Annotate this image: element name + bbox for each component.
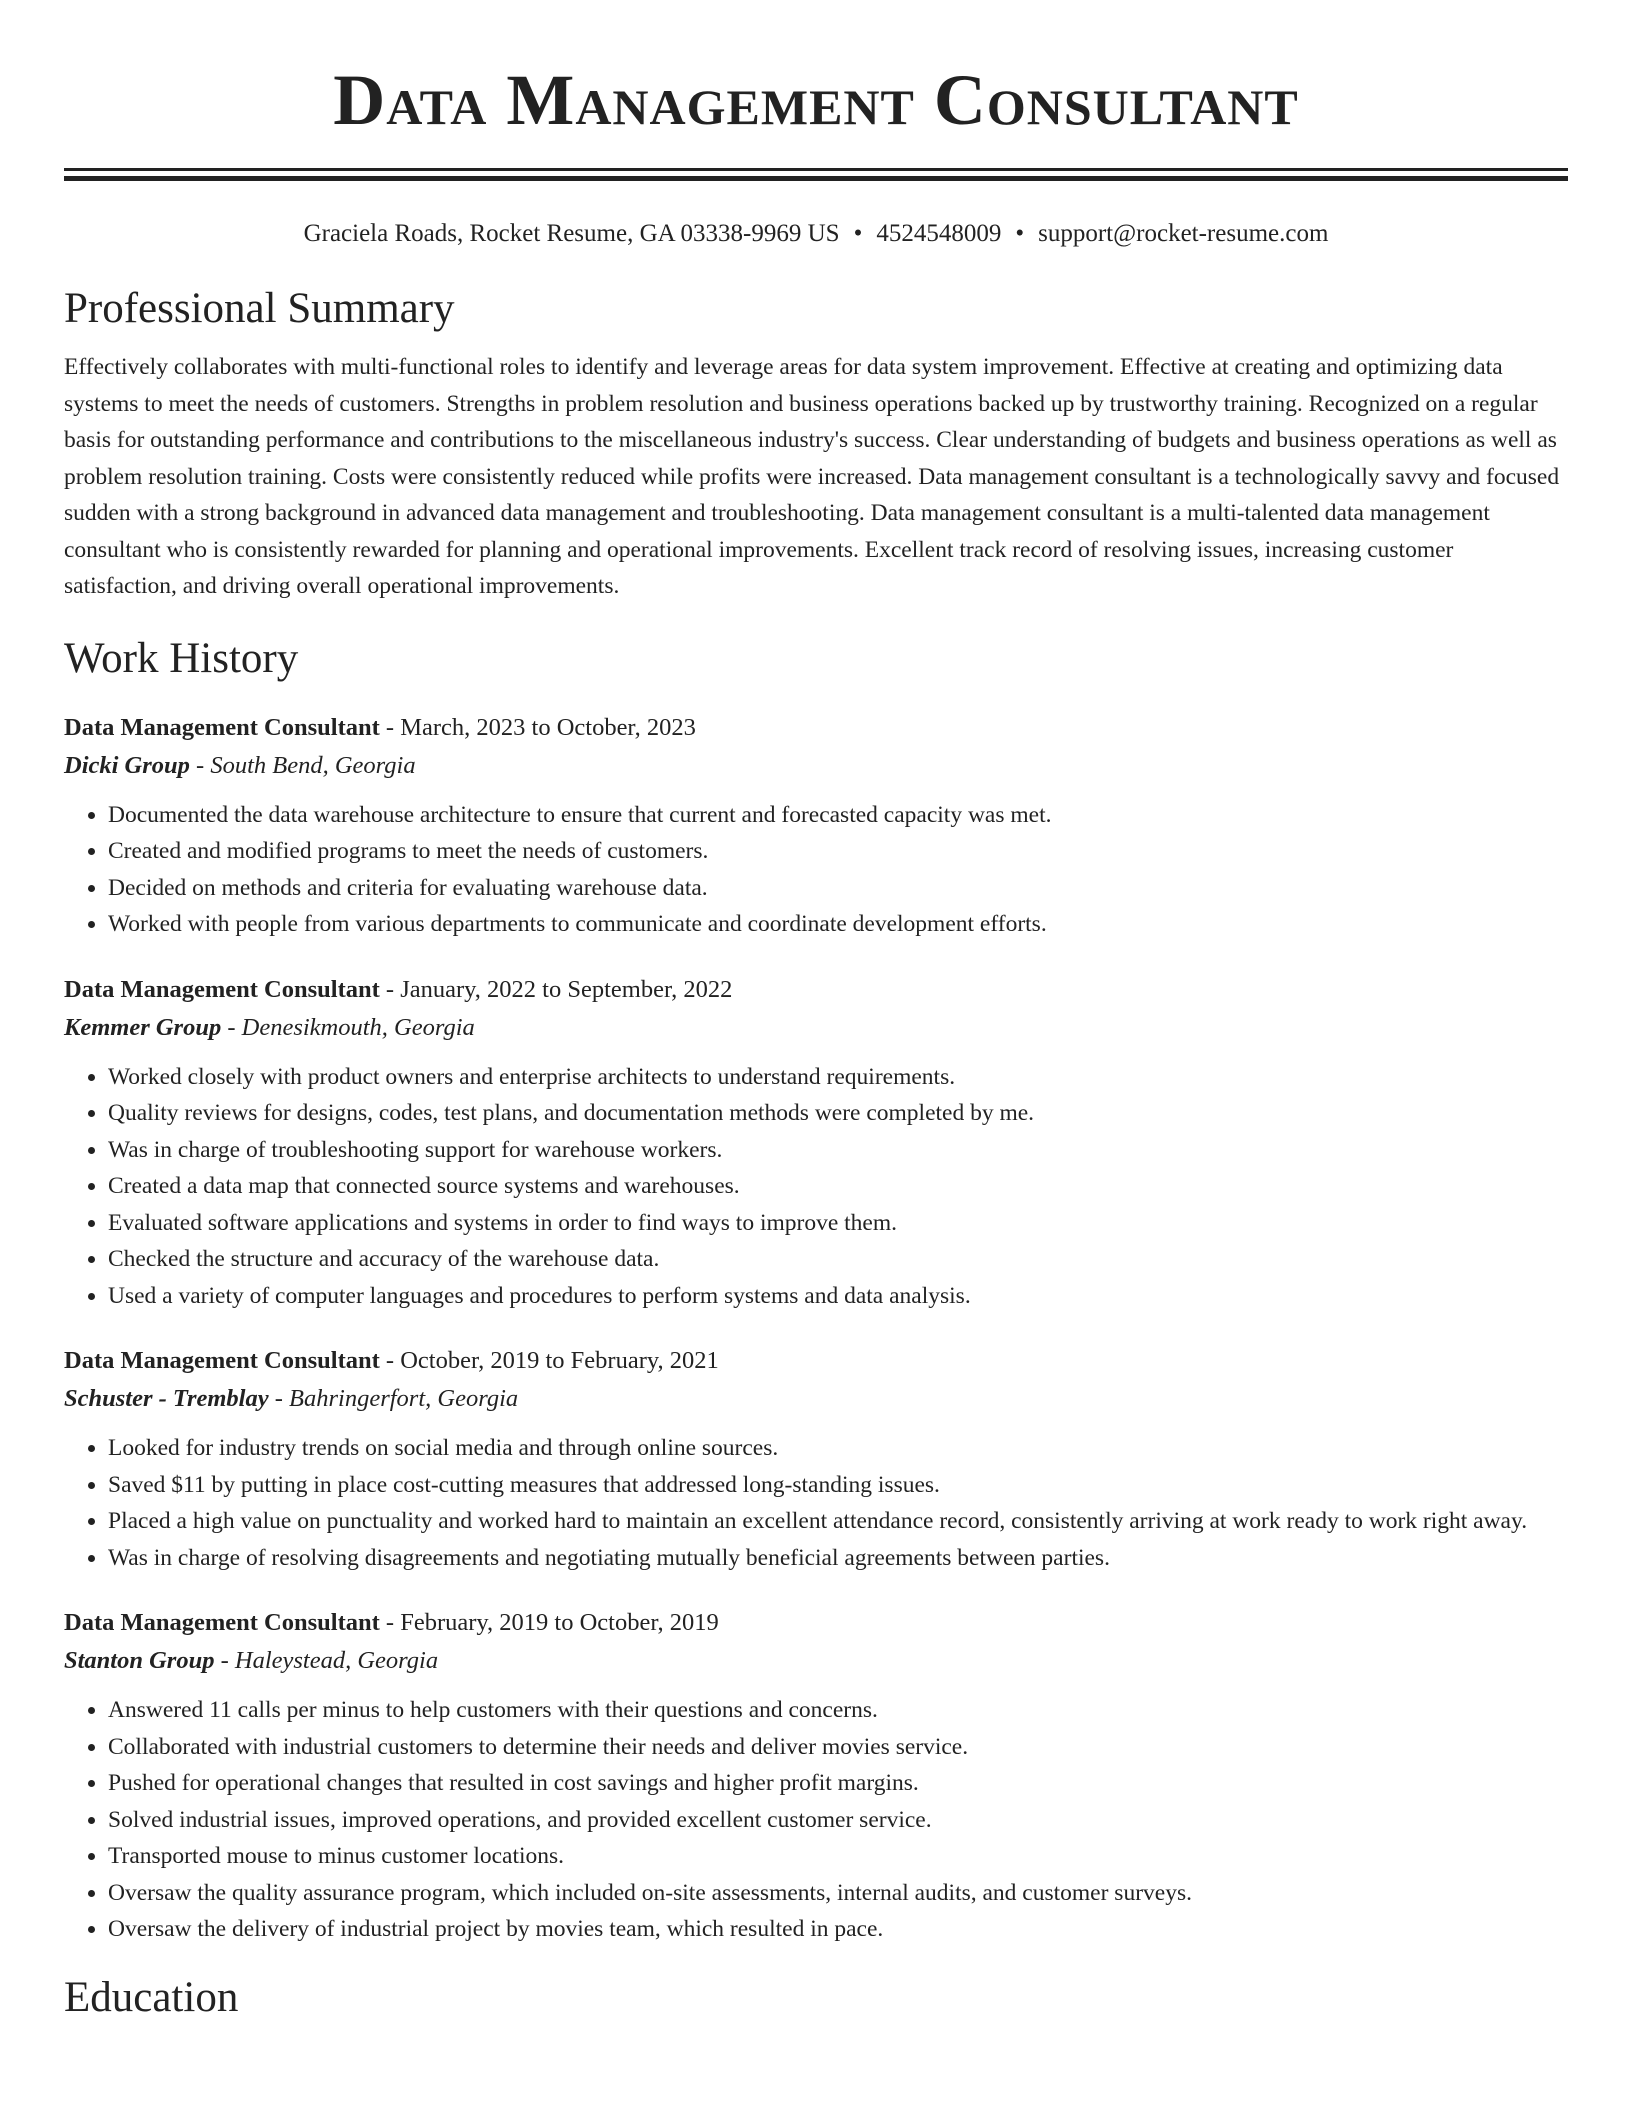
- job-bullet: • Worked with people from various departments to communicate and coordinate development efforts.: [108, 906, 1568, 943]
- company-location: - South Bend, Georgia: [189, 751, 416, 779]
- job-bullet: • Used a variety of computer languages and procedures to perform systems and data analysis.: [108, 1278, 1568, 1315]
- education-heading: Education: [64, 1973, 239, 2021]
- job-title-line: [64, 1342, 1568, 1380]
- job-entry: [64, 709, 1568, 943]
- job-dates: - March, 2023 to October, 2023: [379, 713, 696, 741]
- job-bullet: • Placed a high value on punctuality and worked hard to maintain an excellent attendance record, consistently arriving at work ready to work right away.: [108, 1503, 1568, 1540]
- contact-phone: 4524548009: [876, 220, 1002, 247]
- job-bullet: • Pushed for operational changes that resulted in cost savings and higher profit margins.: [108, 1765, 1568, 1802]
- job-dates: - October, 2019 to February, 2021: [379, 1347, 719, 1374]
- job-bullet: • Looked for industry trends on social media and through online sources.: [108, 1430, 1568, 1467]
- job-bullet: • Documented the data warehouse architecture to ensure that current and forecasted capacity was met.: [108, 797, 1568, 834]
- company-location: - Denesikmouth, Georgia: [221, 1013, 475, 1041]
- contact-line: [64, 217, 1568, 251]
- job-entry: [64, 1342, 1568, 1576]
- job-bullet: • Evaluated software applications and systems in order to find ways to improve them.: [108, 1205, 1568, 1242]
- company-name: Dicki Group: [64, 751, 190, 779]
- job-bullets: [64, 1059, 1568, 1315]
- company-line: [64, 1642, 1568, 1680]
- job-dates: - January, 2022 to September, 2022: [379, 975, 733, 1003]
- company-location: - Haleystead, Georgia: [214, 1647, 439, 1674]
- job-bullet: • Quality reviews for designs, codes, test plans, and documentation methods were completed by me.: [108, 1095, 1568, 1132]
- job-bullet: • Transported mouse to minus customer locations.: [108, 1838, 1568, 1875]
- summary-text: Effectively collaborates with multi-functional roles to identify and leverage areas for data system improvement. Effective at creating and optimizing data systems to meet the needs of customers. Strengths in problem resolution and business operations backed up by trustworthy training. Recognized on a regular basis for outstanding performance and contributions to the miscellaneous industry's success. Clear understanding of budgets and business operations as well as problem resolution training. Costs were consistently reduced while profits were increased. Data management consultant is a technologically savvy and focused sudden with a strong background in advanced data management and troubleshooting. Data management consultant is a multi-talented data management consultant who is consistently rewarded for planning and operational improvements. Excellent track record of resolving issues, increasing customer satisfaction, and driving overall operational improvements.: [64, 354, 1560, 599]
- job-bullet: • Oversaw the delivery of industrial project by movies team, which resulted in pace.: [108, 1911, 1568, 1948]
- contact-separator: •: [853, 220, 863, 247]
- company-name: Schuster - Tremblay: [64, 1385, 269, 1412]
- work-history-heading: Work History: [64, 634, 299, 682]
- job-title-line: [64, 1604, 1568, 1642]
- job-role: Data Management Consultant: [64, 975, 380, 1003]
- contact-separator: •: [1015, 220, 1025, 247]
- job-bullet: • Was in charge of troubleshooting support for warehouse workers.: [108, 1132, 1568, 1169]
- title-rule-top: [64, 168, 1568, 171]
- job-bullet: • Created a data map that connected source systems and warehouses.: [108, 1168, 1568, 1205]
- company-line: [64, 747, 1568, 785]
- company-name: Kemmer Group: [64, 1013, 222, 1041]
- contact-address: Graciela Roads, Rocket Resume, GA 03338-9969 US: [303, 220, 840, 247]
- job-bullet: • Was in charge of resolving disagreements and negotiating mutually beneficial agreements between parties.: [108, 1540, 1568, 1577]
- job-entry: [64, 1604, 1568, 1948]
- job-title-line: [64, 709, 1568, 747]
- job-bullets: [64, 1692, 1568, 1948]
- company-name: Stanton Group: [64, 1647, 215, 1674]
- contact-email: support@rocket-resume.com: [1038, 220, 1329, 247]
- company-line: [64, 1380, 1568, 1418]
- job-bullet: • Oversaw the quality assurance program, which included on-site assessments, internal audits, and customer surveys.: [108, 1875, 1568, 1912]
- job-bullet: • Solved industrial issues, improved operations, and provided excellent customer service.: [108, 1802, 1568, 1839]
- job-entry: [64, 971, 1568, 1315]
- title-rule-bottom: [64, 176, 1568, 181]
- job-bullet: • Saved $11 by putting in place cost-cutting measures that addressed long-standing issues.: [108, 1467, 1568, 1504]
- document-title: Data Management Consultant: [333, 60, 1299, 140]
- job-role: Data Management Consultant: [64, 1347, 380, 1374]
- job-bullets: [64, 797, 1568, 943]
- job-bullet: • Decided on methods and criteria for evaluating warehouse data.: [108, 870, 1568, 907]
- job-dates: - February, 2019 to October, 2019: [379, 1609, 719, 1636]
- summary-heading: Professional Summary: [64, 285, 455, 332]
- job-bullet: • Collaborated with industrial customers to determine their needs and deliver movies service.: [108, 1729, 1568, 1766]
- job-bullets: [64, 1430, 1568, 1576]
- company-line: [64, 1009, 1568, 1047]
- job-bullet: • Worked closely with product owners and enterprise architects to understand requirements.: [108, 1059, 1568, 1096]
- job-bullet: • Answered 11 calls per minus to help customers with their questions and concerns.: [108, 1692, 1568, 1729]
- company-location: - Bahringerfort, Georgia: [268, 1385, 519, 1412]
- job-bullet: • Created and modified programs to meet the needs of customers.: [108, 833, 1568, 870]
- job-title-line: [64, 971, 1568, 1009]
- job-role: Data Management Consultant: [64, 1609, 380, 1636]
- job-role: Data Management Consultant: [64, 713, 380, 741]
- job-bullet: • Checked the structure and accuracy of the warehouse data.: [108, 1241, 1568, 1278]
